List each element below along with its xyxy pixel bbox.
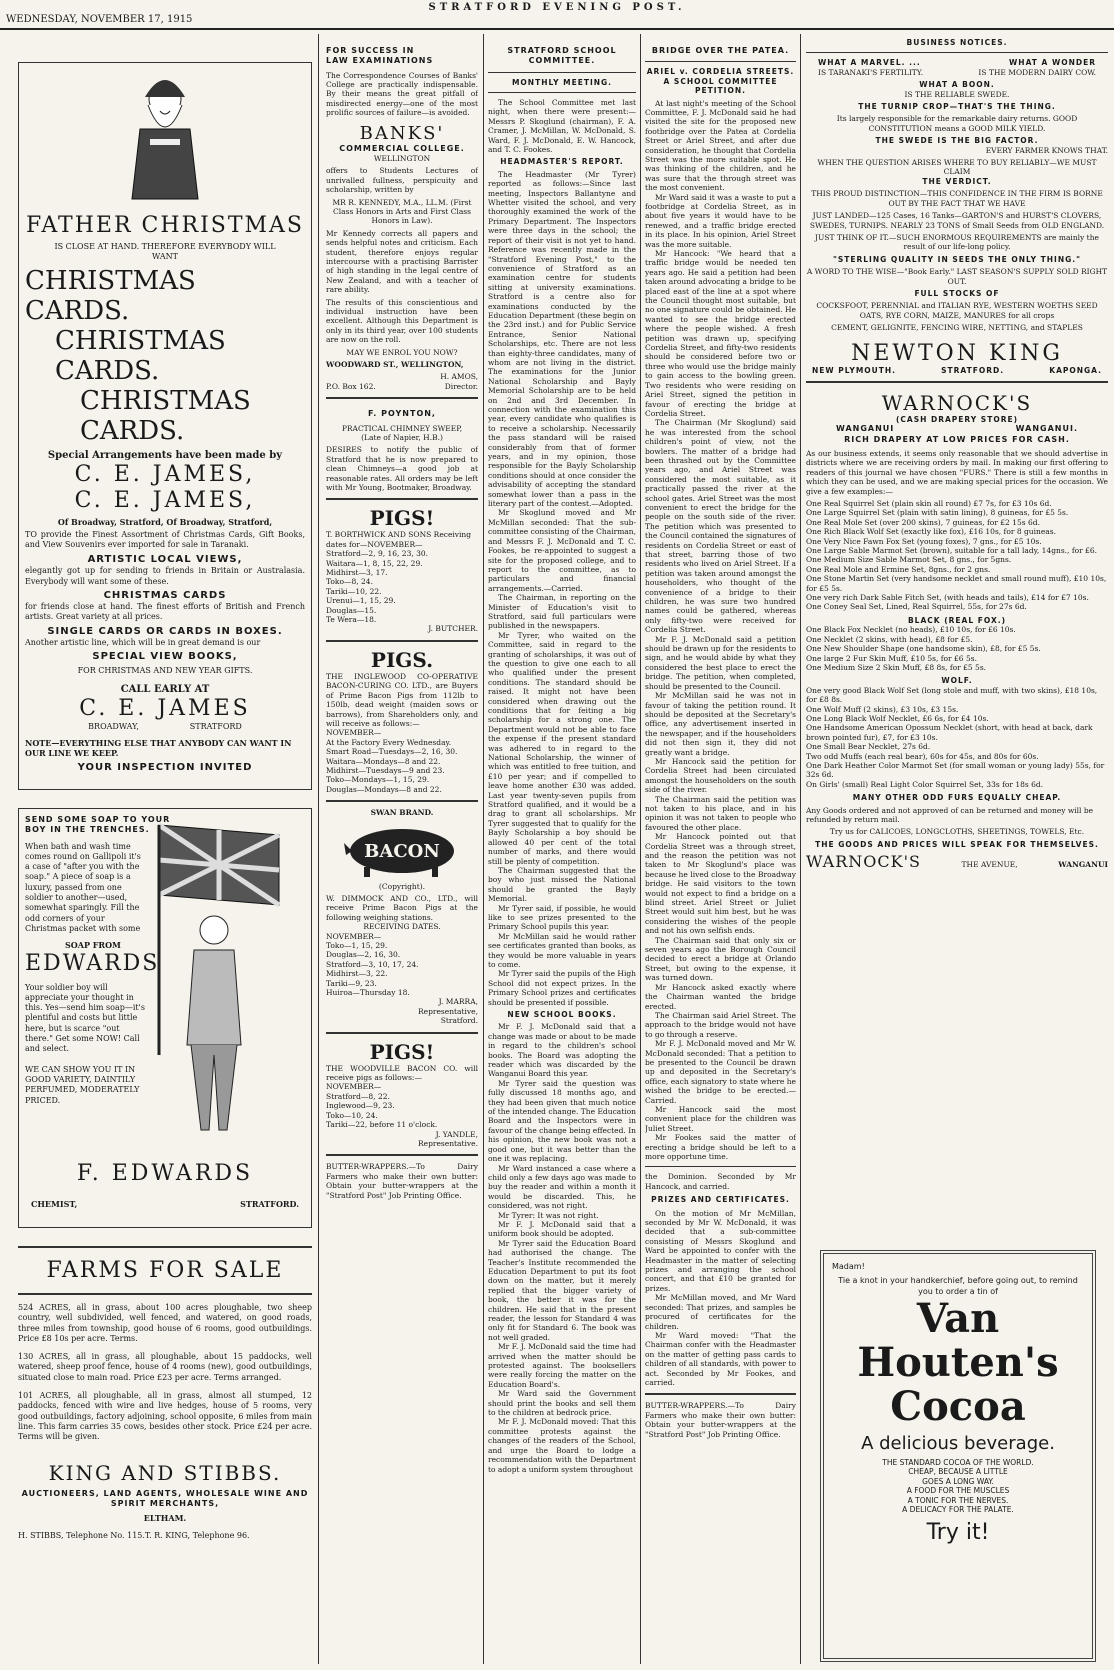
fur-item: One Wolf Muff (2 skins), £3 10s, £3 15s. xyxy=(806,704,959,714)
pigs1-date-item: Douglas—15. xyxy=(326,605,377,615)
p-bridge-7: Mr Hancock said the petition for Cordelia Street had been circulated amongst the householders on the south side of the river. xyxy=(645,756,796,795)
seed-line-10: THE VERDICT. xyxy=(922,176,992,186)
bridge-subheading-2: A SCHOOL COMMITTEE PETITION. xyxy=(663,76,778,96)
warnocks-rich: RICH DRAPERY AT LOW PRICES FOR CASH. xyxy=(844,434,1070,444)
fur-item: On Girls' (small) Real Light Color Squirrel Set, 33s for 18s 6d. xyxy=(806,779,1044,789)
warnocks-city-1: WANGANUI xyxy=(836,424,895,434)
p-bridge-15: Mr Fookes said the matter of erecting a bridge should be left to a more opportune time. xyxy=(645,1133,796,1162)
firm-town: ELTHAM. xyxy=(143,1513,187,1524)
pigs1-date-item: Stratford—2, 9, 16, 23, 30. xyxy=(326,549,429,559)
bacon-receiving: RECEIVING DATES. xyxy=(363,922,441,932)
banks-director: Director. xyxy=(444,381,478,391)
soap-body-2: Your soldier boy will appreciate your thought in this. Yes—send him soap—it's plentiful and costs but little here, but is scarce "out there." Get some NOW! Call and select. xyxy=(25,982,145,1054)
christmas-cards-3: CHRISTMAS CARDS. xyxy=(80,385,251,446)
banks-college: COMMERCIAL COLLEGE. xyxy=(339,143,465,153)
pigs2-date-item: Smart Road—Tuesdays—2, 16, 30. xyxy=(326,747,458,757)
p-bridge-6: Mr McMillan said he was not in favour of taking the petition round. It should be deposited at the Secretary's office, any advertisement inserted in the newspaper, and if the householders did not then sign it, they did not greatly want a bridge. xyxy=(645,691,796,757)
p-school-18: Mr F. J. McDonald moved: That this committee protests against the changes of the readers of the School, and urge the Board to lodge a recommendation with the Department to adopt a uniform system throughout xyxy=(488,1417,636,1474)
bacon-rep: Representative, xyxy=(418,1006,478,1016)
cocoa-line-1: Tie a knot in your handkerchief, before going out, to remind you to order a tin of xyxy=(838,1276,1078,1296)
pigs3-rep: Representative. xyxy=(418,1138,478,1148)
pigs2-date-item: Waitara—Mondays—8 and 22. xyxy=(326,756,441,766)
pigs1-date-item: Te Wera—18. xyxy=(326,615,377,625)
pigs-heading-3: PIGS! xyxy=(369,1039,435,1064)
p-school-4: The Chairman, in reporting on the Minister of Education's visit to Stratford, said full particulars were published in the newspapers. xyxy=(488,593,636,631)
pigs1-date-item: Urenui—1, 15, 29. xyxy=(326,596,396,606)
cocoa-madam: Madam! xyxy=(832,1262,865,1271)
farms-for-sale-ad xyxy=(18,1240,312,1665)
seed-line-18: CEMENT, GELIGNITE, FENCING WIRE, NETTING, and STAPLES xyxy=(831,323,1083,333)
pigs1-body: T. BORTHWICK AND SONS Receiving dates for—NOVEMBER— xyxy=(326,530,472,549)
furs-list-3 xyxy=(806,686,1108,789)
p-school-16: Mr F. J. McDonald said the time had arrived when the matter should be protested against. The booksellers were really forcing the matter on the Education Board's. xyxy=(488,1342,636,1389)
banks-body: Mr Kennedy corrects all papers and sends helpful notes and criticism. Each student, therefore enjoys regular intercourse with a practising Barrister of high standing in the legal centre of New Zealand, and with a teacher of rare ability. xyxy=(326,228,478,295)
edwards-signature: F. EDWARDS xyxy=(76,1161,254,1186)
cocoa-food: A FOOD FOR THE MUSCLES xyxy=(906,1486,1010,1496)
cocoa-brand-2: Houten's xyxy=(857,1338,1059,1386)
edwards-name: EDWARDS xyxy=(25,950,160,976)
call-early: CALL EARLY AT xyxy=(120,684,210,696)
pigs3-november: NOVEMBER— xyxy=(326,1082,382,1092)
farm-listing-2: 130 ACRES, all in grass, all ploughable, about 15 paddocks, well watered, sheep proof fence, house of 4 rooms (new), good outbuildings, situated close to main road. Price £23 per acre. Terms arranged. xyxy=(18,1352,312,1382)
firm-role: AUCTIONEERS, LAND AGENTS, WHOLESALE WINE AND SPIRIT MERCHANTS, xyxy=(21,1488,309,1508)
column-2 xyxy=(326,46,478,1666)
fur-item: One Real Mole Set (over 200 skins), 7 guineas, for £2 15s 6d. xyxy=(806,517,1040,527)
p-bridge-12: The Chairman said Ariel Street. The approach to the bridge would not have to go through a reserve. xyxy=(645,1010,796,1039)
pigs-heading-1: PIGS! xyxy=(369,506,435,531)
seed-line-6: Its largely responsible for the remarkable dairy returns. GOOD CONSTITUTION means a GOOD MILK YIELD. xyxy=(836,114,1078,133)
p-bridge-2: Mr Ward said it was a waste to put a footbridge at Cordelia Street, as in about five years it would have to be renewed, and a traffic bridge erected in its place. In his opinion, Ariel Street was the more suitable. xyxy=(645,192,796,249)
furs-goods: Any Goods ordered and not approved of can be returned and money will be refunded by return mail. xyxy=(806,805,1094,824)
poynton-role: PRACTICAL CHIMNEY SWEEP, xyxy=(341,423,463,433)
seed-line-12: JUST LANDED—125 Cases, 16 Tanks—GARTON'S and HURST'S CLOVERS, SWEDES, TURNIPS. NEARLY 23 TONS of Small Seeds from OLD ENGLAND. xyxy=(809,211,1105,230)
bacon-dates xyxy=(326,941,478,997)
seed-line-7: THE SWEDE IS THE BIG FACTOR. xyxy=(875,136,1039,146)
soap-body-3: WE CAN SHOW YOU IT IN GOOD VARIETY, DAINTILY PERFUMED, MODERATELY PRICED. xyxy=(25,1064,140,1105)
merchant-name-1: C. E. JAMES, xyxy=(74,461,256,487)
fur-item: One Small Bear Necklet, 27s 6d. xyxy=(806,742,931,752)
issue-date: WEDNESDAY, NOVEMBER 17, 1915 xyxy=(6,14,193,25)
p-bridge-1: At last night's meeting of the School Committee, F. J. McDonald said he had visited the site for the proposed new footbridge over the Patea at Cordelia Street or Ariel Street, and after due consideration, he thought that Cordelia Street was the more suitable spot. He was thinking of the children, and he was sure that the through street was the most convenient. xyxy=(645,98,796,193)
christmas-cards-1: CHRISTMAS CARDS. xyxy=(25,265,196,326)
column-3-school-committee xyxy=(488,46,636,1666)
pigs3-date-item: Toko—10, 24. xyxy=(326,1110,378,1120)
swan-brand: SWAN BRAND. xyxy=(370,808,434,818)
p-school-8: Mr McMillan said he would rather see certificates granted than books, as they would be more valuable in years to come. xyxy=(488,931,636,969)
merchant-name-3: C. E. JAMES xyxy=(79,696,251,722)
school-committee-heading: STRATFORD SCHOOL COMMITTEE. xyxy=(507,46,617,66)
xmas-gifts-line: FOR CHRISTMAS AND NEW YEAR GIFTS. xyxy=(77,665,253,675)
soap-heading-1: SEND SOME SOAP TO YOUR xyxy=(25,815,171,824)
christmas-cards-text: for friends close at hand. The finest efforts of British and French artists. Great variety at all prices. xyxy=(25,602,305,622)
fur-item: One Long Black Wolf Necklet, £6 6s, for £4 10s. xyxy=(806,713,989,723)
p-school-3: Mr Skoglund moved and Mr McMillan seconded: That the sub-committee consisting of the Chairman, and Messrs F. J. McDonald and T. C. Fookes, be re-appointed to suggest a site for the proposed college, and to report to the committee, as to particulars and financial arrangements.—Carried. xyxy=(488,508,636,593)
inspection-invited: YOUR INSPECTION INVITED xyxy=(77,762,253,774)
seed-line-13: JUST THINK OF IT.—SUCH ENORMOUS REQUIREMENTS are mainly the result of our life-long policy. xyxy=(815,232,1099,252)
bacon-logo-text: BACON xyxy=(364,840,440,862)
pigs1-date-item: Tariki—10, 22. xyxy=(326,586,382,596)
furs-list-1 xyxy=(806,499,1108,612)
wolf-heading: WOLF. xyxy=(941,676,973,686)
banks-po: P.O. Box 162. xyxy=(326,381,376,391)
butter-wrappers-ad: BUTTER-WRAPPERS.—To Dairy Farmers who make their own butter: Obtain your butter-wrappers at the "Stratford Post" Job Printing Office. xyxy=(326,1162,478,1200)
pigs2-date-item: At the Factory Every Wednesday. xyxy=(326,737,452,747)
pigs3-dates xyxy=(326,1092,478,1130)
pigs2-date-item: Toko—Mondays—1, 15, 29. xyxy=(326,775,430,785)
fur-item: One Medium Size Sable Marmot Set, 8 gns., for 5gns. xyxy=(806,555,1012,565)
cocoa-beverage: A delicious beverage. xyxy=(861,1432,1055,1454)
seed-line-14: "STERLING QUALITY IN SEEDS THE ONLY THING." xyxy=(832,254,1082,264)
pigs3-date-item: Tariki—22, before 11 o'clock. xyxy=(326,1120,438,1130)
cocoa-delicacy: A DELICACY FOR THE PALATE. xyxy=(902,1504,1014,1514)
special-view-books-heading: SPECIAL VIEW BOOKS, xyxy=(92,650,238,662)
furs-calico: Try us for CALICOES, LONGCLOTHS, SHEETINGS, TOWELS, Etc. xyxy=(829,827,1085,837)
seed-line-17: COCKSFOOT, PERENNIAL and ITALIAN RYE, WESTERN WOETHS SEED OATS, RYE CORN, MAIZE, MANURES for all crops xyxy=(816,301,1098,320)
p-school-5: Mr Tyrer, who waited on the Committee, said in regard to the granting of scholarships, it was out of the question to give one each to all who qualified under the present conditions. The standard should be raised. It might not have been considered when drawing out the conditions that for feiting a big scholarship for a strong one. The Department would not be able to face the expense if the present standard was adhered to in regard to the National Scholarship, the winner of which was entitled to free tuition, and £10 per year; and if compelled to leave home another £30 was added. Last year twenty-seven pupils from Stratford qualified, and it would be a drag to grant all scholarships. Mr Tyrer suggested that to qualify for the Bayly Scholarship a boy should be allowed 40 per cent of the total number of marks, and there would still be plenty of competition. xyxy=(488,630,636,866)
seed-line-1a: WHAT A MARVEL. ... xyxy=(818,58,921,68)
cocoa-goes: GOES A LONG WAY. xyxy=(922,1476,994,1486)
seed-line-4: IS THE RELIABLE SWEDE. xyxy=(904,89,1010,99)
fur-item: One Black Fox Necklet (no heads), £10 10s, for £6 10s. xyxy=(806,625,1016,635)
p-bridge-8: The Chairman said the petition was not taken to his place, and in his opinion it was not taken to people who favoured the other place. xyxy=(645,794,796,832)
p-bridge-16: the Dominion. Seconded by Mr Hancock, and carried. xyxy=(645,1172,796,1191)
fur-item: One very rich Dark Sable Fitch Set, (with heads and tails), £14 for £7 10s. xyxy=(806,593,1089,603)
soap-from: SOAP FROM xyxy=(65,940,121,951)
bacon-date-item: Toko—1, 15, 29. xyxy=(326,941,388,950)
column-rule xyxy=(483,34,484,1664)
fur-item: One very good Black Wolf Set (long stole and muff, with two skins), £18 10s, for £8 8s. xyxy=(806,685,1098,705)
pigs2-body: THE INGLEWOOD CO-OPERATIVE BACON-CURING CO. LTD., are Buyers of Prime Bacon Pigs from 112lb to 150lb, dead weight (maiden sows or barrows), from Shareholders only, and will receive as follows:— xyxy=(326,671,478,728)
another-line-text: Another artistic line, which will be in great demand is our xyxy=(25,637,261,647)
pigs1-dates xyxy=(326,549,478,624)
farm-listing-1: 524 ACRES, all in grass, about 100 acres ploughable, two sheep country, well subdivided, well fenced, and watered, on good roads, three miles from township, good house of 6 rooms, good outbuildings. Price £8 10s per acre. Terms. xyxy=(18,1303,312,1343)
cocoa-brand-3: Cocoa xyxy=(890,1382,1026,1430)
bacon-date-item: Stratford—3, 10, 17, 24. xyxy=(326,959,419,969)
bacon-date-item: Huiroa—Thursday 18. xyxy=(326,988,410,998)
p-bridge-14: Mr Hancock said the most convenient place for the children was Juliet Street. xyxy=(645,1104,796,1133)
furs-speak: THE GOODS AND PRICES WILL SPEAK FOR THEMSELVES. xyxy=(815,839,1099,849)
artistic-views-text: elegantly got up for sending to friends in Britain or Australasia. Everybody will want some of these. xyxy=(25,566,305,586)
poynton-late: (Late of Napier, H.B.) xyxy=(361,432,443,442)
stratford-label: STRATFORD. xyxy=(240,1199,299,1209)
farms-heading: FARMS FOR SALE xyxy=(46,1258,284,1283)
pigs2-date-item: Douglas—Mondays—8 and 22. xyxy=(326,784,442,794)
seed-line-11: THIS PROUD DISTINCTION—THIS CONFIDENCE IN THE FIRM IS BORNE OUT BY THE FACT THAT WE HAVE xyxy=(811,189,1103,208)
seed-line-3: WHAT A BOON. xyxy=(919,80,995,90)
p-school-13: Mr Tyrer: It was not right. xyxy=(498,1210,599,1220)
cocoa-tonic: A TONIC FOR THE NERVES. xyxy=(907,1495,1009,1505)
edwards-soap-ad xyxy=(18,808,312,1228)
father-christmas-heading: FATHER CHRISTMAS xyxy=(25,213,305,238)
pigs3-date-item: Stratford—8, 22. xyxy=(326,1091,390,1101)
p-school-12: Mr Ward instanced a case where a child only a few days ago was made to buy the reader and within a month it would be discarded. This, he considered, was not right. xyxy=(488,1163,636,1211)
pigs1-date-item: Midhirst—3, 17. xyxy=(326,568,388,578)
banks-city: WELLINGTON xyxy=(373,153,431,163)
seed-line-2a: IS TARANAKI'S FERTILITY. xyxy=(818,67,924,77)
banks-intro: The Correspondence Courses of Banks' College are practically indispensable. By their means the great pitfall of misdirected energy—one of the most prolific sources of failure—is avoided. xyxy=(326,70,478,118)
broadway-stratford: BROADWAY, STRATFORD xyxy=(88,722,242,732)
fur-item: One New Shoulder Shape (one handsome skin), £8, for £5 5s. xyxy=(806,644,1041,654)
p-bridge-11: Mr Hancock asked exactly where the Chairman wanted the bridge erected. xyxy=(645,982,796,1011)
p-school-11: Mr Tyrer said the question was fully discussed 18 months ago, and they had been given that much notice of the intended change. The Education Board and the Inspectors were in favour of the change being effected. In his opinion, the new book was not a good one, but it was better than the one it was replacing. xyxy=(488,1078,636,1164)
pigs1-date-item: Waitara—1, 8, 15, 22, 29. xyxy=(326,558,423,568)
pigs-heading-2: PIGS. xyxy=(370,647,434,672)
seed-line-15: A WORD TO THE WISE—"Book Early." LAST SEASON'S SUPPLY SOLD RIGHT OUT. xyxy=(806,267,1108,286)
seed-line-8: EVERY FARMER KNOWS THAT. xyxy=(985,145,1108,155)
van-houtens-cocoa-ad xyxy=(820,1250,1096,1662)
soap-heading-2: BOY IN THE TRENCHES. xyxy=(25,825,150,835)
fur-item: One Coney Seal Set, Lined, Real Squirrel, 55s, for 27s 6d. xyxy=(806,602,1027,612)
seed-line-16: FULL STOCKS OF xyxy=(914,288,1000,298)
merchant-address: Of Broadway, Stratford, Of Broadway, Stratford, xyxy=(57,516,273,527)
black-fox-heading: BLACK (REAL FOX.) xyxy=(907,615,1007,625)
warnocks-sub: (CASH DRAPERY STORE) xyxy=(895,414,1019,424)
p-bridge-9: Mr Hancock pointed out that Cordelia Street was a through street, and the reason the petition was not taken to Mr Skoglund's place was because he lived close to the Broadway bridge. He said visitors to the town would not expect to find a bridge on a blind street. Ariel Street or Juliet Street would suit him best, but he was considering the wishes of the people and not his own selfish ends. xyxy=(645,832,796,936)
note-line: NOTE—EVERYTHING ELSE THAT ANYBODY CAN WANT IN OUR LINE WE KEEP. xyxy=(25,737,292,758)
bacon-date-item: Midhirst—3, 22. xyxy=(326,969,388,979)
banks-heading-2: LAW EXAMINATIONS xyxy=(326,56,434,66)
warnocks-intro: As our business extends, it seems only reasonable that we should advertise in districts where we are receiving orders by mail. In making our first offering to readers of this journal we have chosen "FURS." There is still a few months in which they can be used, and we are making special prices for the occasion. We give a few examples:— xyxy=(806,448,1108,496)
p-bridge-13: Mr F. J. McDonald moved and Mr W. McDonald seconded: That a petition to be presented to the Council be drawn up and deposited in the Secretary's office, each signatory to state where he wished the bridge to be erected.—Carried. xyxy=(645,1039,796,1105)
bacon-body: W. DIMMOCK AND CO., LTD., will receive Prime Bacon Pigs at the following weighing stations. xyxy=(326,893,478,922)
fur-item: One Medium Size 2 Skin Muff, £8 8s, for £5 5s. xyxy=(806,662,987,672)
father-christmas-illustration xyxy=(120,69,210,209)
newton-king-heading: NEWTON KING xyxy=(851,340,1063,366)
poynton-body: DESIRES to notify the public of Stratford that he is now prepared to clean Chimneys—a good job at reasonable rates. All orders may be left with Mr Young, Bootmaker, Broadway. xyxy=(326,445,478,492)
christmas-cards-2: CHRISTMAS CARDS. xyxy=(55,325,226,386)
p-school-1: The School Committee met last night, when there were present:—Messrs P. Skoglund (chairman), F. A. Cramer, J. McMillan, W. McDonald, S. Ward, F. J. McDonald, E. W. Hancock, and T. C. Fookes. xyxy=(488,98,636,155)
p-school-6: The Chairman suggested that the boy who just missed the National should be granted the Bayly Memorial. xyxy=(488,865,636,904)
seed-line-9: WHEN THE QUESTION ARISES WHERE TO BUY RELIABLY—WE MUST CLAIM xyxy=(817,158,1097,177)
fur-item: One Very Nice Fawn Fox Set (young foxes), 7 gns., for £5 10s. xyxy=(806,536,1042,546)
banks-heading-1: FOR SUCCESS IN xyxy=(326,46,415,55)
p-bridge-5: Mr F. J. McDonald said a petition should be drawn up for the residents to sign, and he would abide by what they considered the best place to erect the bridge. The petition, when completed, should be presented to the Council. xyxy=(645,634,796,691)
fur-item: One Dark Heather Color Marmot Set (for small woman or young lady) 55s, for 32s 6d. xyxy=(806,760,1105,780)
seed-line-1b: WHAT A WONDER xyxy=(1009,58,1096,68)
butter-wrappers-ad-2: BUTTER-WRAPPERS.—To Dairy Farmers who make their own butter: Obtain your butter-wrappers at the "Stratford Post" Job Printing Office. xyxy=(645,1401,796,1439)
bridge-subheading-1: ARIEL v. CORDELIA STREETS. xyxy=(646,67,795,77)
pigs1-date-item: Toko—8, 24. xyxy=(326,577,373,587)
bacon-date-item: Tariki—9, 23. xyxy=(326,978,377,988)
banks-kennedy: MR R. KENNEDY, M.A., LL.M. (First Class Honors in Arts and First Class Honors in Law). xyxy=(332,197,472,226)
farm-listing-3: 101 ACRES, all ploughable, all in grass, almost all stumped, 12 paddocks, fenced with wire and live hedges, house of 5 rooms, very good outbuildings, factory adjoining, school opposite, 6 miles from main line. This farm carries 35 cows, besides other stock. Price £24 per acre. Terms will be given. xyxy=(18,1391,312,1442)
p-bridge-18: Mr McMillan moved, and Mr Ward seconded: That prizes, and samples be procured of certificates for the children. xyxy=(645,1293,796,1331)
fur-item: One Rich Black Wolf Set (exactly like fox), £16 10s, for 8 guineas. xyxy=(806,527,1056,537)
fur-item: One Real Mole and Ermine Set, 8gns., for 2 gns. xyxy=(806,564,991,574)
pigs2-date-item: Midhirst—Tuesdays—9 and 23. xyxy=(326,765,445,775)
special-arrangements: Special Arrangements have been made by xyxy=(47,449,283,461)
fur-item: One Real Squirrel Set (plain skin all round) £7 7s, for £3 10s 6d. xyxy=(806,499,1052,508)
p-school-7: Mr Tyrer said, if possible, he would like to see prizes presented to the Primary School pupils this year. xyxy=(488,903,636,932)
p-school-9: Mr Tyrer said the pupils of the High School did not expect prizes. In the Primary School prizes and certificates should be presented if possible. xyxy=(488,969,636,1007)
firm-telephone: H. STIBBS, Telephone No. 115.T. R. KING, Telephone 96. xyxy=(18,1531,250,1541)
banks-offers: offers to Students Lectures of unrivalled fullness, perspicuity and scholarship, written by xyxy=(326,166,478,195)
p-school-15: Mr Tyrer said the Education Board had authorised the change. The Teacher's Institute recommended the Education Department to put its foot down on the matter, but it merely replied that the bigger variety of book, the better it was for the children. He said that in the present reader, the lesson for Standard 4 was only fit for Standard 6. The book was not well graded. xyxy=(488,1238,636,1342)
fur-item: One Large Sable Marmot Set (brown), suitable for a tall lady, 14gns., for £6. xyxy=(806,546,1098,556)
p-school-10: Mr F. J. McDonald said that a change was made or about to be made in regard to the children's school books. The Board was adopting the reader which was discarded by the Wanganui Board this year. xyxy=(488,1022,636,1079)
merchant-name-2: C. E. JAMES, xyxy=(74,487,256,513)
xmas-body: TO provide the Finest Assortment of Christmas Cards, Gift Books, and View Souvenirs ever imported for sale in Taranaki. xyxy=(25,529,305,550)
fur-item: One Necklet (2 skins, with head), £8 for £5. xyxy=(806,634,973,644)
column-4-bridge xyxy=(645,46,796,1666)
poynton-name: F. POYNTON, xyxy=(368,409,436,419)
pigs2-dates xyxy=(326,738,478,794)
p-school-2: The Headmaster (Mr Tyrer) reported as follows:—Since last meeting, Inspectors Ballantyne and Whetter visited the school, and very thoroughly examined the work of the Primary Department. The Inspectors were three days in the school; the report of their visit is not yet to hand. Reference was recently made in the "Stratford Evening Post," to the convenience of Stratford as an examination centre for students sitting at university examinations. Stratford is a centre also for examinations conducted by the Education Department (these begin on the 23rd inst.) and for Public Service Entrance, Senior National Scholarships, etc. There are not less than eighty-three candidates, many of whom are not living in the district. The examinations for the Junior National Scholarship and Bayly Memorial Scholarship are to be held on 2nd and 3rd December. In connection with the examination this year, every candidate who qualifies is to receive a scholarship. Necessarily the pass standard will be raised considerably from that of former years, and in my opinion, those responsible for the Bayly Scholarship conditions should at once consider the advisability of accepting the standard somewhat lower than a pass in the literary part of the contest.—Adopted. xyxy=(488,169,636,509)
fur-item: One large 2 Fur Skin Muff, £10 5s, for £6 5s. xyxy=(806,653,977,663)
fur-item: One Handsome American Opossum Necklet (short, with head at back, dark brown pointed fur), £7, for £3 10s. xyxy=(806,723,1093,742)
fur-item: One Stone Martin Set (very handsome necklet and small round muff), £10 10s, for £5 5s. xyxy=(806,574,1107,593)
seed-line-5: THE TURNIP CROP—THAT'S THE THING. xyxy=(858,102,1056,112)
new-school-books-heading: NEW SCHOOL BOOKS. xyxy=(507,1010,617,1019)
p-school-17: Mr Ward said the Government should print the books and sell them to the children at bedrock price. xyxy=(488,1389,636,1418)
column-5-business xyxy=(806,38,1108,1668)
pigs3-date-item: Inglewood—9, 23. xyxy=(326,1101,395,1111)
headmaster-report-heading: HEADMASTER'S REPORT. xyxy=(500,157,624,167)
column-rule xyxy=(318,34,319,1664)
bridge-heading: BRIDGE OVER THE PATEA. xyxy=(651,46,790,55)
christmas-cards-ad xyxy=(18,62,312,790)
soldier-with-flag-illustration xyxy=(129,815,299,1145)
column-rule xyxy=(800,34,801,1664)
pig-bacon-logo xyxy=(342,821,462,879)
bacon-date-item: Douglas—2, 16, 30. xyxy=(326,950,401,960)
prizes-heading: PRIZES AND CERTIFICATES. xyxy=(651,1195,790,1205)
seed-line-2b: IS THE MODERN DAIRY COW. xyxy=(978,67,1096,77)
pigs3-body: THE WOODVILLE BACON CO. will receive pigs as follows:— xyxy=(326,1063,478,1083)
cocoa-try-it: Try it! xyxy=(926,1520,990,1546)
pigs2-november: NOVEMBER— xyxy=(326,728,382,738)
warnocks-footer: WARNOCK'S xyxy=(806,852,921,872)
newspaper-title: STRATFORD EVENING POST. xyxy=(428,2,686,13)
xmas-subheading: IS CLOSE AT HAND. THEREFORE EVERYBODY WILL WANT xyxy=(54,242,276,262)
banks-amos: H. AMOS, xyxy=(440,372,478,382)
banks-results: The results of this conscientious and individual instruction have been excellent. Although this Department is only in its third year, over 100 students are now on the roll. xyxy=(326,297,478,345)
fur-item: One Large Squirrel Set (plain with satin lining), 8 guineas, for £5 5s. xyxy=(806,508,1069,518)
p-bridge-17: On the motion of Mr McMillan, seconded by Mr W. McDonald, it was decided that a sub-committee consisting of Messrs Skoglund and Ward be appointed to confer with the Headmaster in the matter of selecting prizes and arranging the school concert, and that £10 be granted for prizes. xyxy=(645,1208,796,1293)
newton-town-3: KAPONGA. xyxy=(1049,365,1102,375)
king-and-stibbs: KING AND STIBBS. xyxy=(48,1460,282,1485)
p-bridge-10: The Chairman said that only six or seven years ago the Borough Council decided to erect a bridge at Orlando Street, but owing to the expense, it was turned down. xyxy=(645,935,796,983)
p-bridge-3: Mr Hancock: "We heard that a traffic bridge would be needed ten years ago. He said a petition had been taken around advocating a bridge to be placed east of the line at a spot where the Council thought most suitable, but no one signature could be obtained. He wanted to see the bridge erected where the people wished. A fresh petition was drawn up, specifying Cordelia Street, and fifty-two residents should be considered before two or three who would use the bridge mainly to gain access to the bowling green. Two residents who were residing on Ariel Street, signed the petition in favour of erecting the bridge at Cordelia Street. xyxy=(645,249,796,418)
banks-name: BANKS' xyxy=(359,122,445,144)
warnocks-city-2: WANGANUI. xyxy=(1015,424,1078,434)
bacon-november: NOVEMBER— xyxy=(326,931,382,941)
business-notices-heading: BUSINESS NOTICES. xyxy=(906,38,1008,47)
monthly-meeting-heading: MONTHLY MEETING. xyxy=(511,77,613,87)
pigs1-signature: J. BUTCHER. xyxy=(428,624,478,634)
furs-list-2 xyxy=(806,625,1108,672)
banks-enrol: MAY WE ENROL YOU NOW? xyxy=(346,347,458,357)
pigs3-signature: J. YANDLE, xyxy=(435,1129,478,1139)
furs-cheap: MANY OTHER ODD FURS EQUALLY CHEAP. xyxy=(852,793,1062,803)
bacon-signature: J. MARRA, xyxy=(438,997,478,1007)
newton-town-2: STRATFORD. xyxy=(941,365,1005,375)
p-bridge-19: Mr Ward moved: "That the Chairman confer with the Headmaster on the matter of getting pass cards to children of all standards, with power to act. Seconded by Mr Fookes, and carried. xyxy=(645,1330,796,1387)
p-school-14: Mr F. J. McDonald said that a uniform book should be adopted. xyxy=(488,1219,636,1239)
cocoa-brand-1: Van xyxy=(916,1294,1000,1342)
bacon-town: Stratford. xyxy=(440,1016,478,1026)
single-cards-heading: SINGLE CARDS OR CARDS IN BOXES. xyxy=(47,625,283,637)
warnocks-wanganui: WANGANUI xyxy=(1058,860,1108,870)
soap-body: When bath and wash time comes round on Gallipoli it's a case of "after you with the soap." A piece of soap is a luxury, passed from one soldier to another—used, somewhat sparingly. Fill the odd corners of your Christmas packet with some xyxy=(25,841,141,933)
warnocks-heading: WARNOCK'S xyxy=(881,390,1033,415)
chemist-label: CHEMIST, xyxy=(31,1199,78,1209)
fur-item: Two odd Muffs (each real bear), 60s for 45s, and 80s for 60s. xyxy=(806,751,1039,761)
newton-town-1: NEW PLYMOUTH. xyxy=(812,365,896,375)
artistic-views-heading: ARTISTIC LOCAL VIEWS, xyxy=(87,554,243,566)
warnocks-avenue: THE AVENUE, xyxy=(961,860,1018,870)
masthead xyxy=(0,0,1114,30)
p-bridge-4: The Chairman (Mr Skoglund) said he was interested from the school children's point of view, not the bowlers. The matter of a bridge had been thrashed out by the Committee years ago, and Ariel Street was considered the most suitable, as it practically passed the river at the school gates. Ariel Street was the most convenient to erect the bridge for the people on the south side of the river. The petition which was presented to the Council contained the signatures of residents on Cordelia Street or east of that street, barring those of two residents who lived on Ariel Street. If a petition was taken around amongst the householders, who thought of the convenience of a bridge to their children, he was sure two hundred names could be gathered, whereas only fifty-two were received for Cordelia Street. xyxy=(645,418,796,635)
christmas-cards-subheading: CHRISTMAS CARDS xyxy=(103,590,227,602)
bacon-copyright: (Copyright). xyxy=(378,881,426,891)
cocoa-cheap: CHEAP, BECAUSE A LITTLE xyxy=(908,1467,1008,1477)
column-rule xyxy=(640,34,641,1664)
cocoa-standard: THE STANDARD COCOA OF THE WORLD. xyxy=(882,1457,1034,1467)
banks-street: WOODWARD ST., WELLINGTON, xyxy=(326,360,464,370)
